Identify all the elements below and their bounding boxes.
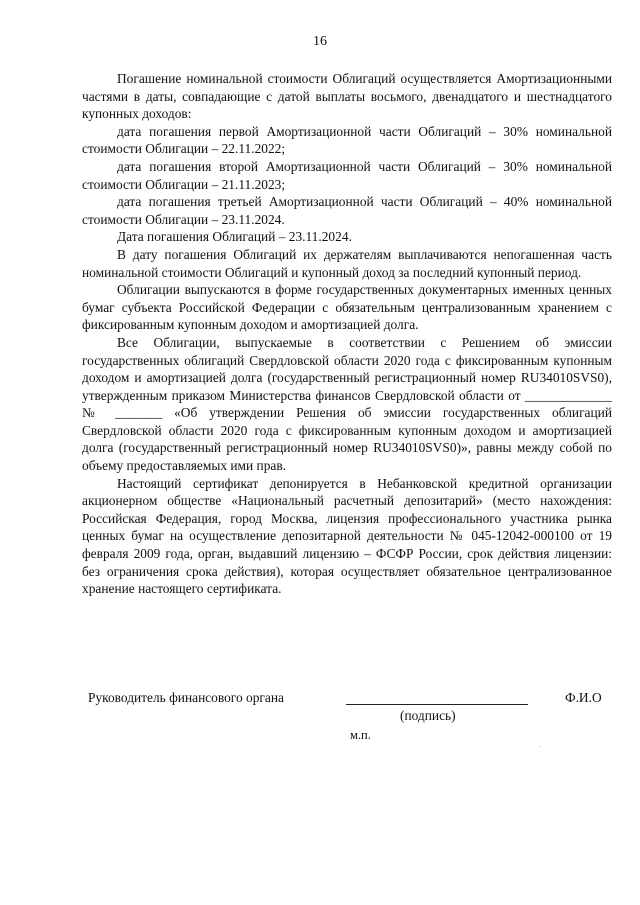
- scan-speck: [539, 746, 540, 747]
- paragraph-maturity-date: Дата погашения Облигаций – 23.11.2024.: [117, 229, 352, 245]
- signature-line: [346, 704, 528, 705]
- paragraph-equal-rights: Все Облигации, выпускаемые в соответствии с Решением об эмиссии государственных облигаций Свердловской области 2020 года с фиксированным купонным доходом и амортизацией долга (государственный регистрационный номер RU34010SVS0), утвержденным приказом Министерства финансов Свердловской области от _____________ № _______ «Об утверждении Решения об эмиссии государственных облигаций Свердловской области 2020 года с фиксированным купонным доходом и амортизацией долга (государственный регистрационный номер RU34010SVS0)», равны между собой по объему предоставляемых ими прав.: [82, 334, 612, 474]
- signatory-title: Руководитель финансового органа: [88, 690, 284, 705]
- paragraph-depository: Настоящий сертификат депонируется в Небанковской кредитной организации акционерном обществе «Национальный расчетный депозитарий» (место нахождения: Российская Федерация, город Москва, лицензия профессионального участника рынка ценных бумаг на осуществление депозитарной деятельности № 045-12042-000100 от 19 февраля 2009 года, орган, выдавший лицензию – ФСФР России, срок действия лицензии: без ограничения срока действия), которая осуществляет обязательное централизованное хранение настоящего сертификата.: [82, 475, 612, 597]
- paragraph-amortization-intro: Погашение номинальной стоимости Облигаций осуществляется Амортизационными частями в даты, совпадающие с датой выплаты восьмого, двенадцатого и шестнадцатого купонных доходов:: [82, 71, 612, 122]
- page-number: 16: [313, 34, 327, 49]
- paragraph-third-part: дата погашения третьей Амортизационной части Облигаций – 40% номинальной стоимости Облигации – 23.11.2024.: [82, 194, 612, 227]
- signatory-name: Ф.И.О: [565, 690, 602, 705]
- paragraph-payout: В дату погашения Облигаций их держателям выплачиваются непогашенная часть номинальной стоимости Облигаций и купонный доход за последний купонный период.: [82, 246, 612, 280]
- stamp-place: м.п.: [350, 728, 371, 742]
- paragraph-form: Облигации выпускаются в форме государственных документарных именных ценных бумаг субъекта Российской Федерации с обязательным централизованным хранением с фиксированным купонным доходом и амортизацией долга.: [82, 282, 612, 333]
- paragraph-first-part: дата погашения первой Амортизационной части Облигаций – 30% номинальной стоимости Облигации – 22.11.2022;: [82, 123, 612, 157]
- paragraph-second-part: дата погашения второй Амортизационной части Облигаций – 30% номинальной стоимости Облигации – 21.11.2023;: [82, 158, 612, 192]
- document-body: [82, 70, 612, 598]
- signature-caption: (подпись): [400, 708, 456, 723]
